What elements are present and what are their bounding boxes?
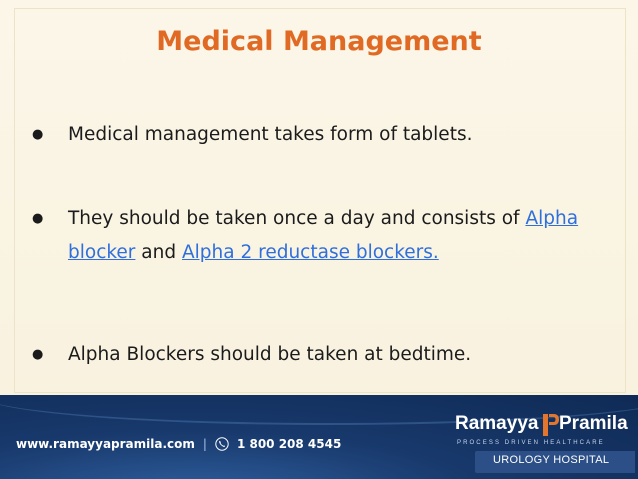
website-link[interactable]: www.ramayyapramila.com [16,437,195,451]
bullet-text-segment: Alpha Blockers should be taken at bedtime. [68,344,472,365]
logo-department: UROLOGY HOSPITAL [493,454,610,466]
footer-separator: | [202,437,207,451]
logo-tagline: PROCESS DRIVEN HEALTHCARE [457,440,605,446]
phone-number[interactable]: 1 800 208 4545 [236,437,342,451]
bullet-text [68,338,608,372]
footer-contact [16,437,341,451]
logo-name-part2: Pramila [559,413,628,434]
bullet-text-segment: They should be taken once a day and consists of [68,208,526,229]
phone-icon [215,437,229,451]
slide-frame [14,8,626,393]
logo-name-part1: Ramayya [455,413,539,434]
bullet-marker: ● [32,347,44,362]
bullet-text [68,118,608,152]
footer-banner [0,395,638,479]
bullet-text-segment: Medical management takes form of tablets. [68,124,473,145]
bullet-text-segment: and [135,242,182,263]
hospital-logo [455,413,635,475]
logo-mark-icon [542,413,560,437]
slide-title: Medical Management [156,26,482,57]
alpha-blocker-link[interactable]: Alpha blocker [68,208,579,263]
alpha-2-reductase-link[interactable]: Alpha 2 reductase blockers. [182,242,439,263]
bullet-marker: ● [32,211,44,226]
bullet-text [68,202,608,270]
bullet-marker: ● [32,127,44,142]
